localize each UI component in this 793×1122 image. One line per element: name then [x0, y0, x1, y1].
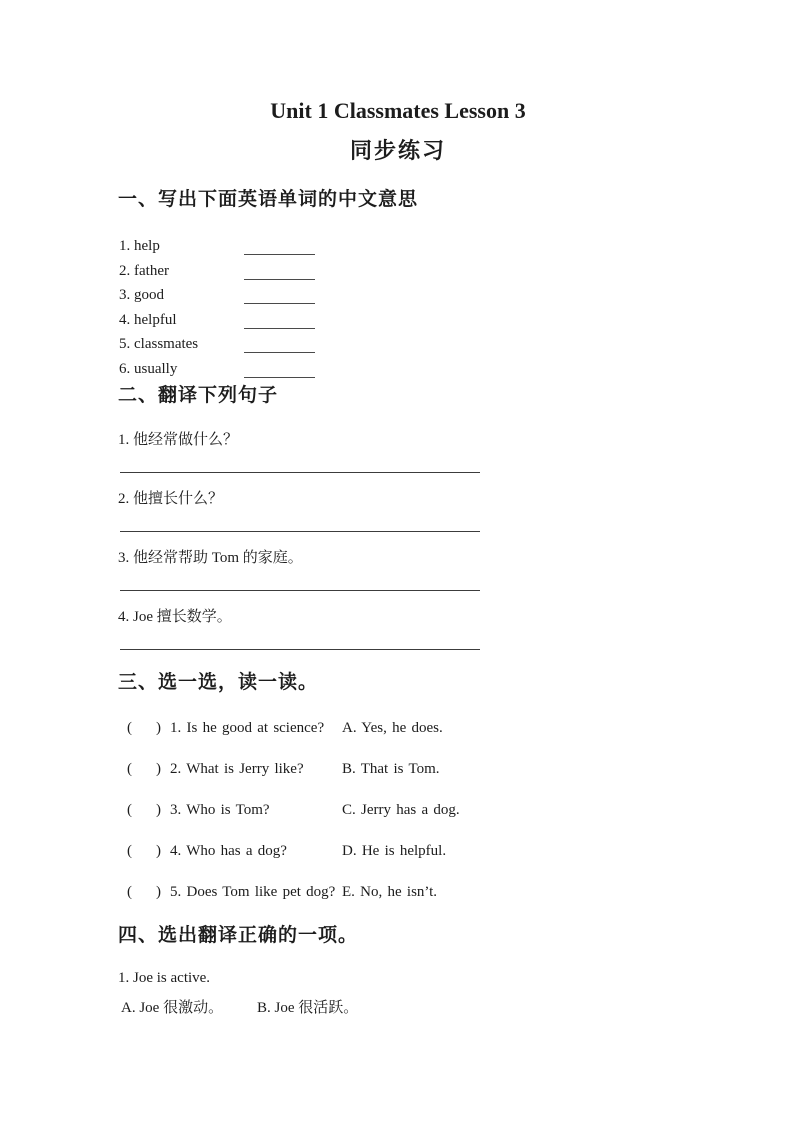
word-label: 6. usually — [119, 360, 178, 377]
paren-close-bracket: ) — [156, 719, 161, 736]
section-four-heading: 四、选出翻译正确的一项。 — [118, 924, 359, 946]
choice-question: 1. Joe is active. — [118, 969, 211, 986]
translation-question: 2. 他擅长什么？ — [118, 490, 224, 507]
options-row — [118, 998, 678, 1018]
section-two-heading: 二、翻译下列句子 — [118, 384, 279, 406]
match-list — [118, 718, 678, 902]
answer-blank — [244, 352, 315, 353]
page-subtitle: 同步练习 — [349, 138, 446, 163]
option-a-label: A. Joe 很激动。 — [121, 999, 224, 1016]
match-row — [118, 882, 678, 902]
paren-close-bracket: ) — [156, 883, 161, 900]
match-question: 3. Who is Tom? — [170, 801, 270, 818]
answer-line — [120, 472, 480, 473]
translation-question: 3. 他经常帮助 Tom 的家庭。 — [118, 549, 303, 566]
paren-open-bracket: ( — [127, 801, 132, 818]
paren-open-bracket: ( — [127, 842, 132, 859]
section-one-heading: 一、写出下面英语单词的中文意思 — [118, 189, 419, 210]
match-row — [118, 718, 678, 738]
paren-open-bracket: ( — [127, 760, 132, 777]
match-question: 1. Is he good at science? — [170, 719, 325, 736]
word-row — [118, 357, 678, 381]
match-answer: A. Yes, he does. — [342, 719, 443, 736]
word-label: 2. father — [119, 262, 169, 279]
translation-question: 1. 他经常做什么？ — [118, 431, 239, 448]
word-row — [118, 259, 678, 283]
paren-open-bracket: ( — [127, 719, 132, 736]
answer-blank — [244, 303, 315, 304]
match-question: 5. Does Tom like pet dog? — [170, 883, 336, 900]
match-row — [118, 800, 678, 820]
choice-block — [118, 968, 678, 1018]
page-title: Unit 1 Classmates Lesson 3 — [270, 98, 526, 123]
answer-line — [120, 531, 480, 532]
word-list — [118, 234, 678, 381]
match-answer: D. He is helpful. — [342, 842, 447, 859]
page-content — [118, 0, 678, 1018]
answer-line — [120, 649, 480, 650]
word-row — [118, 332, 678, 356]
match-row — [118, 841, 678, 861]
paren-close-bracket: ) — [156, 801, 161, 818]
translation-question: 4. Joe 擅长数学。 — [118, 608, 232, 625]
match-answer: B. That is Tom. — [342, 760, 440, 777]
answer-line — [120, 590, 480, 591]
match-row — [118, 759, 678, 779]
word-label: 5. classmates — [119, 336, 199, 352]
translation-list — [118, 429, 678, 650]
word-label: 1. help — [119, 238, 160, 254]
word-row — [118, 283, 678, 307]
match-answer: C. Jerry has a dog. — [342, 801, 460, 818]
match-answer: E. No, he isn’t. — [342, 883, 438, 900]
word-label: 4. helpful — [119, 311, 177, 328]
section-three-heading: 三、选一选，读一读。 — [118, 671, 319, 693]
option-b-label: B. Joe 很活跃。 — [257, 999, 359, 1016]
answer-blank — [244, 279, 315, 280]
match-question: 4. Who has a dog? — [170, 842, 287, 859]
paren-close-bracket: ) — [156, 842, 161, 859]
word-label: 3. good — [119, 287, 164, 303]
match-question: 2. What is Jerry like? — [170, 760, 304, 777]
word-row — [118, 308, 678, 332]
answer-blank — [244, 377, 315, 378]
answer-blank — [244, 328, 315, 329]
answer-blank — [244, 254, 315, 255]
paren-open-bracket: ( — [127, 883, 132, 900]
paren-close-bracket: ) — [156, 760, 161, 777]
word-row — [118, 234, 678, 258]
